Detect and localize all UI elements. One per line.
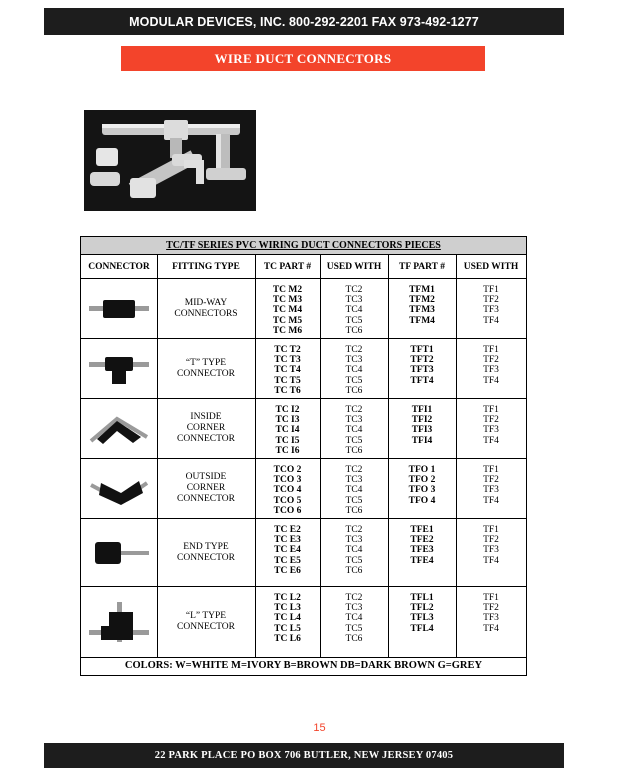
- tf-used-with-list: TF1 TF2 TF3 TF4: [483, 405, 499, 446]
- table-row: END TYPE CONNECTOR TC E2 TC E3 TC E4 TC E5 TC E6 TC2 TC3 TC4 TC5 TC6 TFE1 TFE2 TFE3 TFE4 TF1 TF2 TF3 TF4: [81, 519, 526, 587]
- tc-used-with-list: TC2 TC3 TC4 TC5 TC6: [345, 345, 363, 396]
- table-row: “T” TYPE CONNECTOR TC T2 TC T3 TC T4 TC T5 TC T6 TC2 TC3 TC4 TC5 TC6 TFT1 TFT2 TFT3 TFT4 TF1 TF2 TF3 TF4: [81, 339, 526, 399]
- tf-part-list: TFM1 TFM2 TFM3 TFM4: [409, 285, 435, 326]
- tc-used-with-list: TC2 TC3 TC4 TC5 TC6: [345, 405, 363, 456]
- table-row: INSIDE CORNER CONNECTOR TC I2 TC I3 TC I4 TC I5 TC I6 TC2 TC3 TC4 TC5 TC6 TFI1 TFI2 TFI3 TFI4 TF1 TF2 TF3 TF4: [81, 399, 526, 459]
- tf-part-list: TFE1 TFE2 TFE3 TFE4: [410, 525, 434, 566]
- colors-legend: COLORS: W=WHITE M=IVORY B=BROWN DB=DARK BROWN G=GREY: [124, 660, 483, 671]
- column-header-fitting-type: FITTING TYPE: [157, 255, 255, 279]
- l-type-connector-image: [81, 587, 157, 657]
- midway-connector-image: [81, 279, 157, 338]
- tc-used-with-list: TC2 TC3 TC4 TC5 TC6: [345, 285, 363, 336]
- tf-part-list: TFT1 TFT2 TFT3 TFT4: [410, 345, 434, 386]
- end-type-connector-image: [81, 519, 157, 586]
- tc-used-with-list: TC2 TC3 TC4 TC5 TC6: [345, 465, 363, 516]
- grid-line: [320, 255, 321, 657]
- tf-part-list: TFI1 TFI2 TFI3 TFI4: [411, 405, 433, 446]
- grid-line: [157, 255, 158, 657]
- tc-part-list: TC L2 TC L3 TC L4 TC L5 TC L6: [274, 593, 301, 644]
- grid-line: [255, 255, 256, 657]
- table-row: “L” TYPE CONNECTOR TC L2 TC L3 TC L4 TC L5 TC L6 TC2 TC3 TC4 TC5 TC6 TFL1 TFL2 TFL3 TFL4 TF1 TF2 TF3 TF4: [81, 587, 526, 658]
- product-photo: [84, 110, 256, 211]
- tf-used-with-list: TF1 TF2 TF3 TF4: [483, 525, 499, 566]
- tc-part-list: TCO 2 TCO 3 TCO 4 TCO 5 TCO 6: [273, 465, 302, 516]
- tc-used-with-list: TC2 TC3 TC4 TC5 TC6: [345, 525, 363, 576]
- page-number: 15: [313, 722, 326, 734]
- table-title: TC/TF SERIES PVC WIRING DUCT CONNECTORS PIECES: [81, 237, 526, 255]
- t-type-connector-image: [81, 339, 157, 398]
- column-header-tc-used-with: USED WITH: [320, 255, 388, 279]
- column-header-tf-part: TF PART #: [388, 255, 456, 279]
- tc-part-list: TC M2 TC M3 TC M4 TC M5 TC M6: [272, 285, 303, 336]
- column-header-tf-used-with: USED WITH: [456, 255, 526, 279]
- grid-line: [456, 255, 457, 657]
- inside-corner-connector-image: [81, 399, 157, 458]
- grid-line: [388, 255, 389, 657]
- tc-part-list: TC E2 TC E3 TC E4 TC E5 TC E6: [274, 525, 301, 576]
- table-row: MID-WAY CONNECTORS TC M2 TC M3 TC M4 TC M5 TC M6 TC2 TC3 TC4 TC5 TC6 TFM1 TFM2 TFM3 TFM4 TF1 TF2 TF3 TF4: [81, 279, 526, 339]
- tf-used-with-list: TF1 TF2 TF3 TF4: [483, 593, 499, 634]
- tc-used-with-list: TC2 TC3 TC4 TC5 TC6: [345, 593, 363, 644]
- address-footer-banner: 22 PARK PLACE PO BOX 706 BUTLER, NEW JERSEY 07405: [44, 743, 564, 768]
- tf-used-with-list: TF1 TF2 TF3 TF4: [483, 285, 499, 326]
- tf-used-with-list: TF1 TF2 TF3 TF4: [483, 465, 499, 506]
- table-row: OUTSIDE CORNER CONNECTOR TCO 2 TCO 3 TCO 4 TCO 5 TCO 6 TC2 TC3 TC4 TC5 TC6 TFO 1 TFO 2 TFO 3 TFO 4 TF1 TF2 TF3 TF4: [81, 459, 526, 519]
- tf-part-list: TFL1 TFL2 TFL3 TFL4: [410, 593, 434, 634]
- tc-part-list: TC I2 TC I3 TC I4 TC I5 TC I6: [275, 405, 300, 456]
- column-header-tc-part: TC PART #: [255, 255, 320, 279]
- tc-part-list: TC T2 TC T3 TC T4 TC T5 TC T6: [274, 345, 301, 396]
- page-title: WIRE DUCT CONNECTORS: [121, 46, 485, 71]
- tf-part-list: TFO 1 TFO 2 TFO 3 TFO 4: [408, 465, 436, 506]
- outside-corner-connector-image: [81, 459, 157, 518]
- company-header-banner: MODULAR DEVICES, INC. 800-292-2201 FAX 973-492-1277: [44, 8, 564, 35]
- tf-used-with-list: TF1 TF2 TF3 TF4: [483, 345, 499, 386]
- column-header-connector: CONNECTOR: [81, 255, 157, 279]
- connectors-table: [80, 236, 527, 676]
